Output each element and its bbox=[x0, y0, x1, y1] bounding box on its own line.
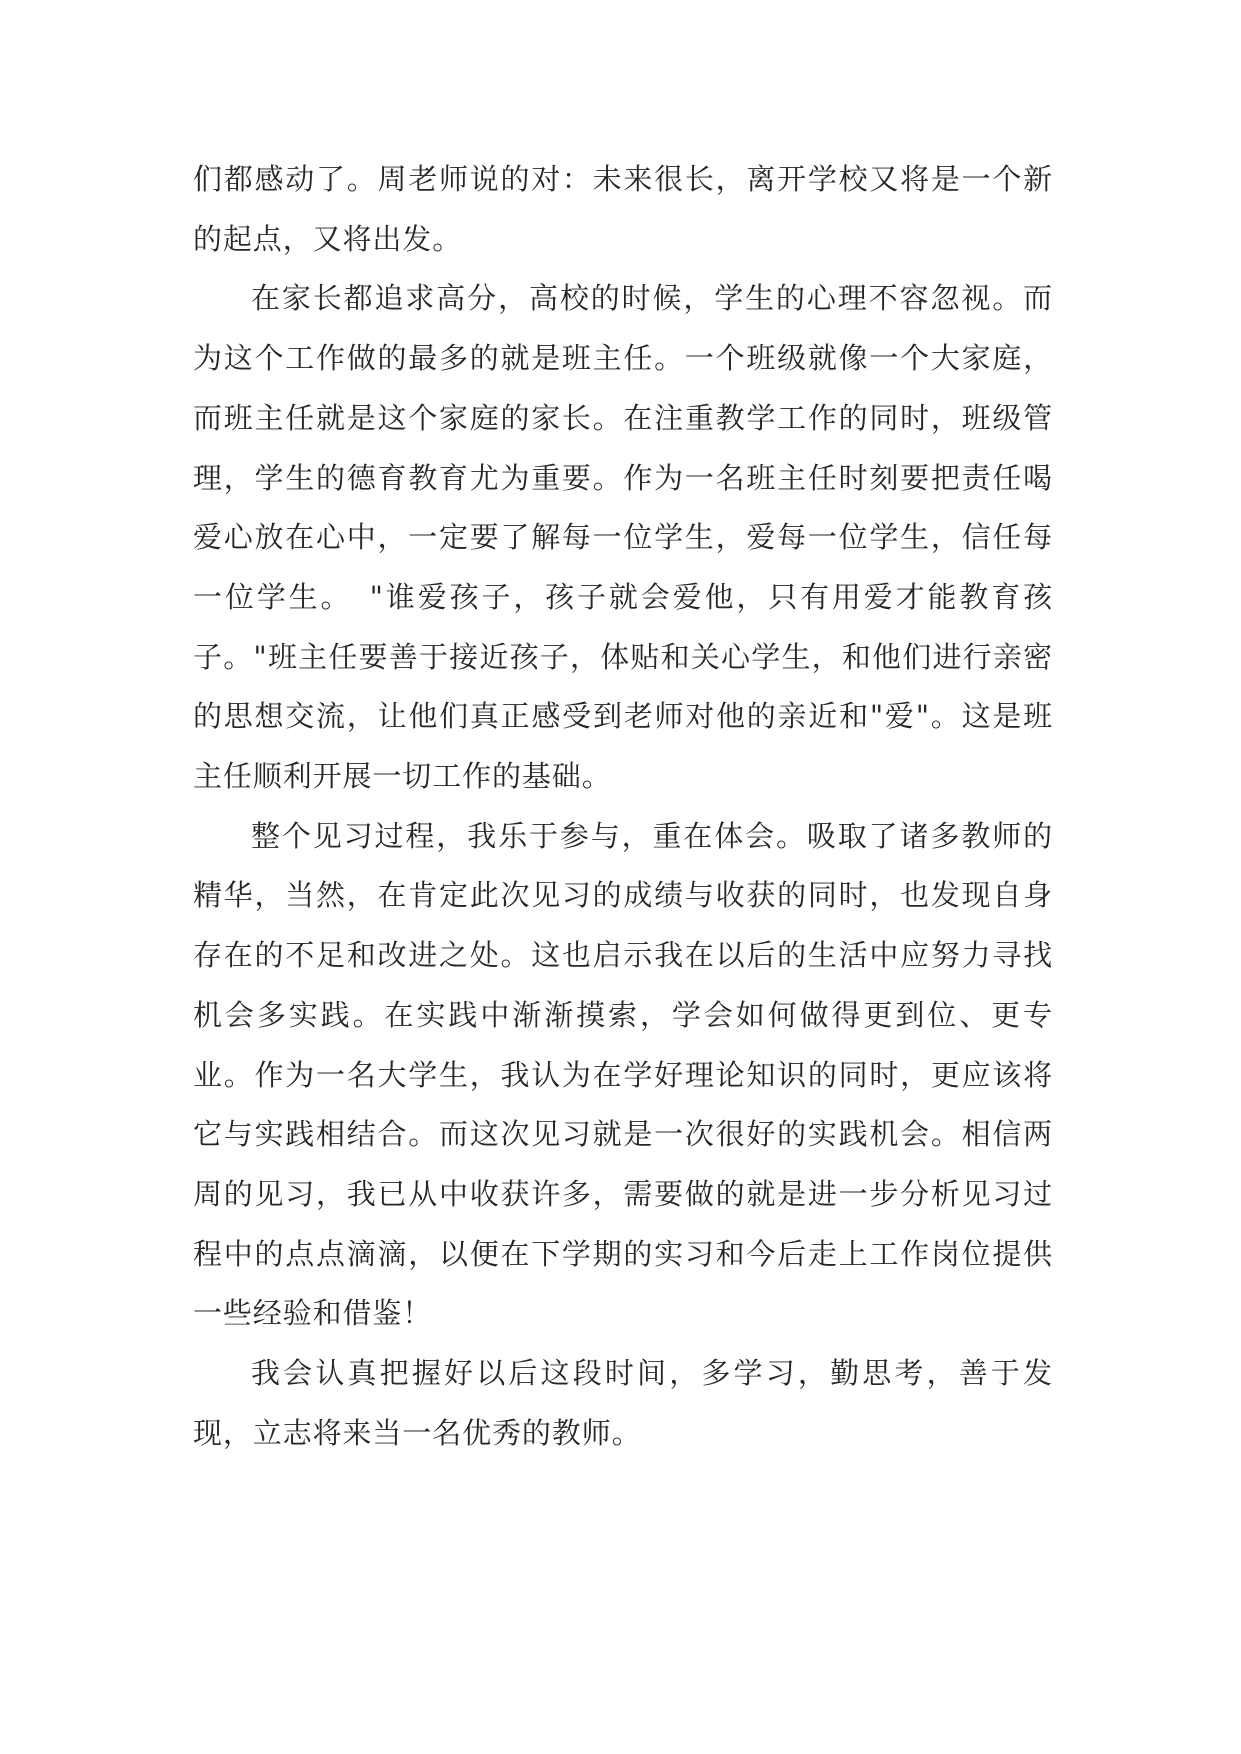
paragraph-continuation: 们都感动了。周老师说的对：未来很长，离开学校又将是一个新的起点，又将出发。 bbox=[193, 162, 1053, 256]
paragraph-head-teacher: 在家长都追求高分，高校的时候，学生的心理不容忽视。而为这个工作做的最多的就是班主任。一个班级就像一个大家庭，而班主任就是这个家庭的家长。在注重教学工作的同时，班级管理，学生的德育教育尤为重要。作为一名班主任时刻要把责任喝爱心放在心中，一定要了解每一位学生，爱每一位学生，信任每一位学生。 "谁爱孩子，孩子就会爱他，只有用爱才能教育孩子。"班主任要善于接近孩子，体贴和关心学生，和他们进行亲密的思想交流，让他们真正感受到老师对他的亲近和"爱"。这是班主任顺利开展一切工作的基础。 bbox=[193, 281, 1053, 794]
paragraph-internship-reflection: 整个见习过程，我乐于参与，重在体会。吸取了诸多教师的精华，当然，在肯定此次见习的成绩与收获的同时，也发现自身存在的不足和改进之处。这也启示我在以后的生活中应努力寻找机会多实践。在实践中渐渐摸索，学会如何做得更到位、更专业。作为一名大学生，我认为在学好理论知识的同时，更应该将它与实践相结合。而这次见习就是一次很好的实践机会。相信两周的见习，我已从中收获许多，需要做的就是进一步分析见习过程中的点点滴滴，以便在下学期的实习和今后走上工作岗位提供一些经验和借鉴！ bbox=[193, 818, 1053, 1331]
paragraph-closing: 我会认真把握好以后这段时间，多学习，勤思考，善于发现，立志将来当一名优秀的教师。 bbox=[193, 1356, 1053, 1450]
document-body bbox=[193, 150, 1053, 1463]
